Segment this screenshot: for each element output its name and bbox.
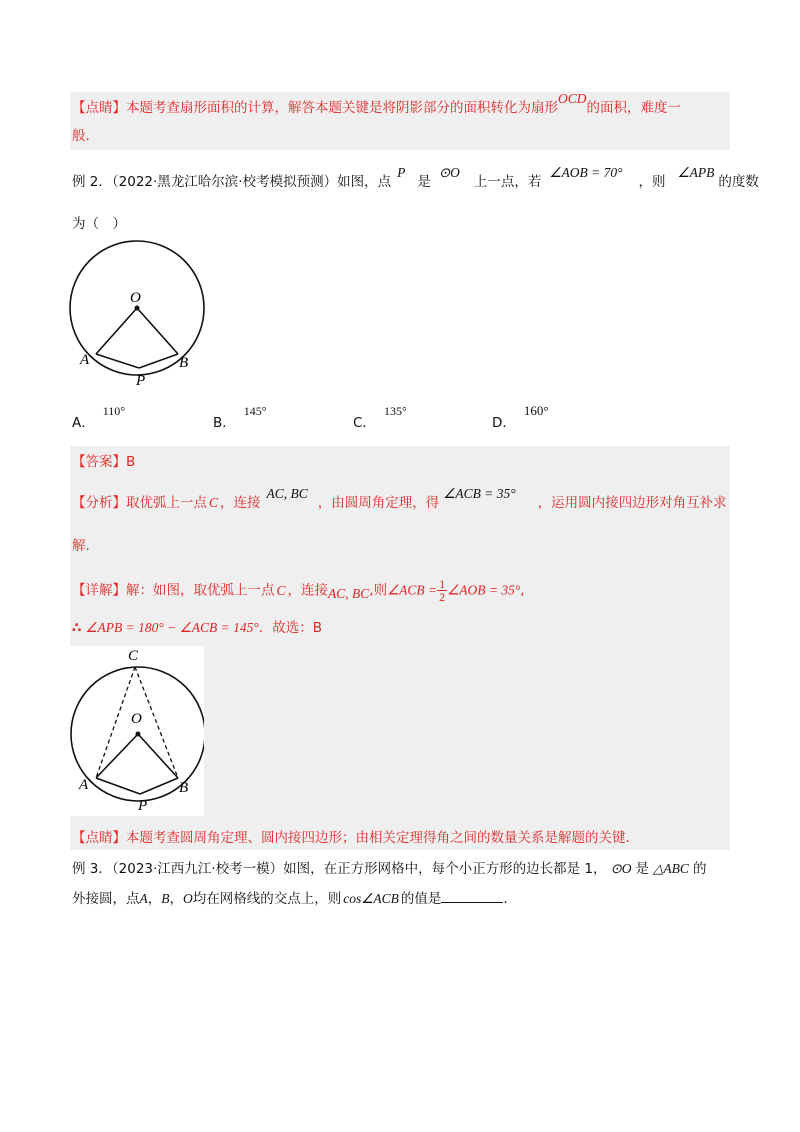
detail-line1: 【详解】解：如图，取优弧上一点 C ，连接AC, BC,则∠ACB = $\frac{1}{2}$ ∠AOB = 35°, (72, 577, 525, 604)
segment-ob (138, 734, 178, 778)
example2-question: 例 2．（2022·黑龙江哈尔滨·校考模拟预测）如图，点P是⊙O上一点，若∠AOB = 70°，则∠APB的度数 (72, 165, 759, 190)
label-o: O (130, 290, 141, 306)
detail-line2: ∴ ∠APB = 180° − ∠ACB = 145°．故选：B (72, 620, 322, 636)
option-c[interactable]: C．135° (353, 404, 407, 431)
example3-label: 例 3． (72, 861, 112, 877)
example2-label: 例 2． (72, 174, 112, 190)
label-a: A (79, 777, 89, 793)
segment-oa (96, 308, 137, 354)
label-b: B (179, 780, 189, 796)
analysis-line2: 解. (72, 538, 90, 554)
answer-line (72, 452, 135, 472)
example2-source: （2022·黑龙江哈尔滨·校考模拟预测） (111, 174, 338, 190)
label-a: A (80, 352, 90, 368)
detail-tag: 【详解】 (72, 582, 126, 599)
analysis-tag: 【分析】 (72, 495, 126, 511)
fraction-one-half: $\frac{1}{2}$ (439, 577, 446, 604)
label-b: B (179, 355, 189, 371)
option-b[interactable]: B．145° (213, 404, 267, 431)
answer-tag: 【答案】 (72, 454, 126, 470)
option-a[interactable]: A．110° (72, 404, 126, 431)
example3-source: （2023·江西九江·校考一模） (111, 861, 284, 877)
answer-blank[interactable] (441, 888, 503, 903)
analysis-line1: 【分析】取优弧上一点 C ，连接AC, BC，由圆周角定理，得∠ACB = 35°，运用圆内接四边形对角互补求 (72, 486, 727, 511)
note1-tag: 【点睛】 (72, 100, 126, 116)
example3-line2: 外接圆，点A，B，O均在网格线的交点上，则 cos∠ACB 的值是 . (72, 888, 508, 909)
label-p: P (136, 373, 146, 386)
answer-value: B (126, 454, 136, 470)
label-c: C (128, 648, 139, 664)
segment-ac-dashed (96, 667, 135, 778)
note2-tag: 【点睛】 (72, 830, 126, 846)
segment-oa (96, 734, 138, 778)
circle-figure-1 (66, 236, 216, 386)
sector-name: OCD (558, 91, 587, 106)
note1-line1: 【点睛】本题考查扇形面积的计算，解答本题关键是将阴影部分的面积转化为扇形OCD的面积，难度一 (72, 91, 682, 116)
example2-question-line2: 为（ ） (72, 216, 126, 232)
note1-line2: 般. (72, 128, 90, 144)
circle-figure-2 (70, 646, 204, 816)
label-p: P (138, 798, 148, 814)
note2-line: 【点睛】本题考查圆周角定理、圆内接四边形；由相关定理得角之间的数量关系是解题的关键. (72, 830, 630, 846)
option-d[interactable]: D．160° (492, 403, 549, 431)
example3-line1: 例 3．（2023·江西九江·校考一模）如图，在正方形网格中，每个小正方形的边长都是 1， ⊙O 是 △ABC 的 (72, 861, 707, 877)
segment-ob (137, 308, 178, 354)
label-o: O (131, 711, 142, 727)
